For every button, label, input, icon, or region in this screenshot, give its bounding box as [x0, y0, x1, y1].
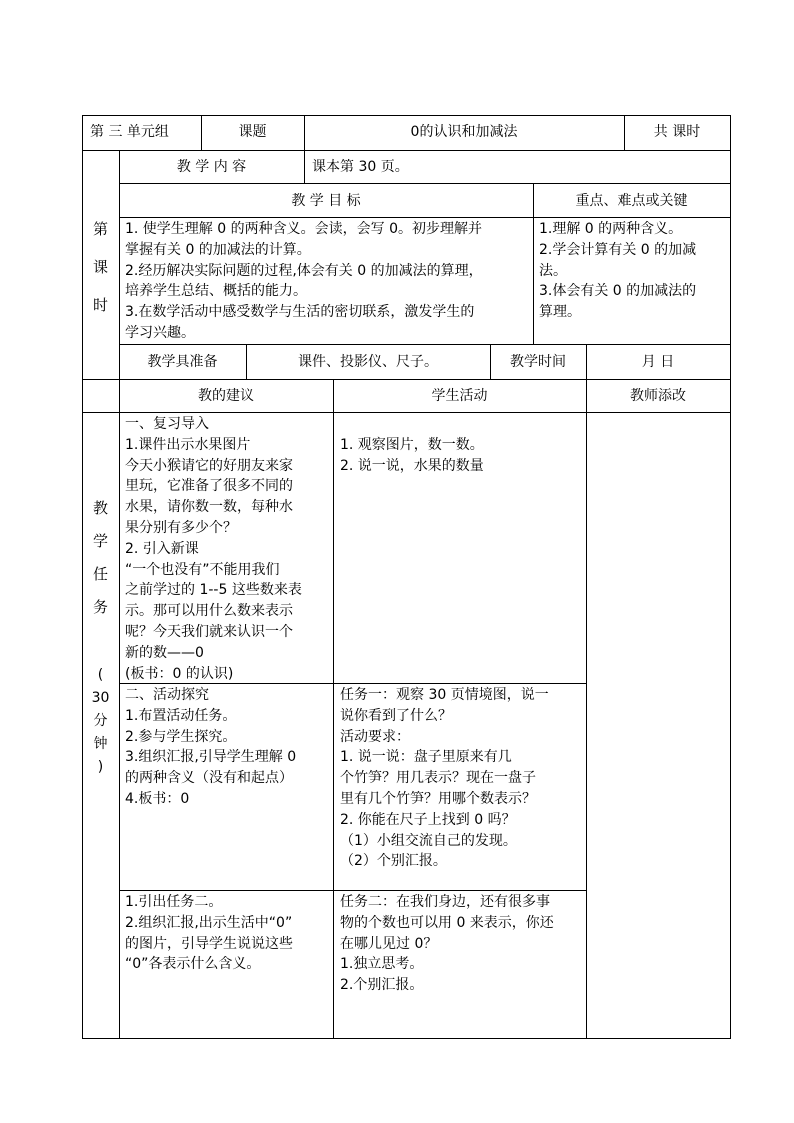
total-hours-label: 共 课时 — [653, 124, 701, 140]
column-header-student: 学生活动 — [431, 388, 488, 404]
duration-side-label: ( 30 分 钟 ) — [91, 667, 110, 775]
section-1-student-activity: 1. 观察图片，数一数。 2. 说一说，水果的数量 — [340, 437, 484, 474]
teaching-task-side-label: 教 学 任 务 — [92, 499, 108, 616]
section-1-suggestion: 一、复习导入 1.课件出示水果图片 今天小猴请它的好朋友来家 里玩，它准备了很多不同的 水果，请你数一数，每种水 果分别有多少个？ 2. 引入新课 “一个也没有”不能用我们 之前学过的 1--5 这些数来表 示。那可以用什么数来表示 呢？今天我们就来认识一个 新的数——0 (板书：0 的认识) — [125, 416, 302, 682]
prep-label: 教学具准备 — [147, 354, 218, 370]
first-period-side-label: 第 课 时 — [92, 220, 108, 314]
keypoints-list: 1.理解 0 的两种含义。 2.学会计算有关 0 的加减 法。 3.体会有关 0 的加减法的 算理。 — [539, 221, 697, 321]
keypoints-header: 重点、难点或关键 — [575, 193, 688, 209]
section-3-student-activity: 任务二：在我们身边，还有很多事 物的个数也可以用 0 来表示，你还 在哪儿见过 0？ 1.独立思考。 2.个别汇报。 — [340, 894, 554, 994]
unit-group-label: 第 三 单元组 — [90, 124, 169, 140]
content-value: 课本第 30 页。 — [312, 159, 409, 175]
content-label: 教 学 内 容 — [176, 159, 247, 175]
section-2-student-activity: 任务一：观察 30 页情境图，说一 说你看到了什么？ 活动要求： 1. 说一说：盘子里原来有几 个竹笋？用几表示？现在一盘子 里有几个竹笋？用哪个数表示？ 2. 你能在尺子上找到 0 吗？ （1）小组交流自己的发现。 （2）个别汇报。 — [340, 687, 549, 870]
topic-label: 课题 — [238, 124, 267, 140]
teaching-time-label: 教学时间 — [510, 354, 566, 370]
prep-value: 课件、投影仪、尺子。 — [298, 354, 438, 370]
section-3-suggestion: 1.引出任务二。 2.组织汇报,出示生活中“0” 的图片，引导学生说说这些 “0”各表示什么含义。 — [125, 894, 293, 973]
goals-header: 教 学 目 标 — [291, 193, 361, 209]
section-2-suggestion: 二、活动探究 1.布置活动任务。 2.参与学生探究。 3.组织汇报,引导学生理解 0 的两种含义（没有和起点） 4.板书：0 — [125, 687, 297, 807]
column-header-suggestion: 教的建议 — [198, 388, 254, 404]
teaching-date: 月 日 — [641, 354, 675, 370]
topic-title: 0的认识和加减法 — [410, 124, 518, 140]
column-header-teacher: 教师添改 — [630, 388, 686, 404]
goals-list: 1. 使学生理解 0 的两种含义。会读，会写 0。初步理解并 掌握有关 0 的加减法的计算。 2.经历解决实际问题的过程,体会有关 0 的加减法的算理， 培养学生总结、概括的能力。 3.在数学活动中感受数学与生活的密切联系，激发学生的 学习兴趣。 — [125, 221, 483, 341]
